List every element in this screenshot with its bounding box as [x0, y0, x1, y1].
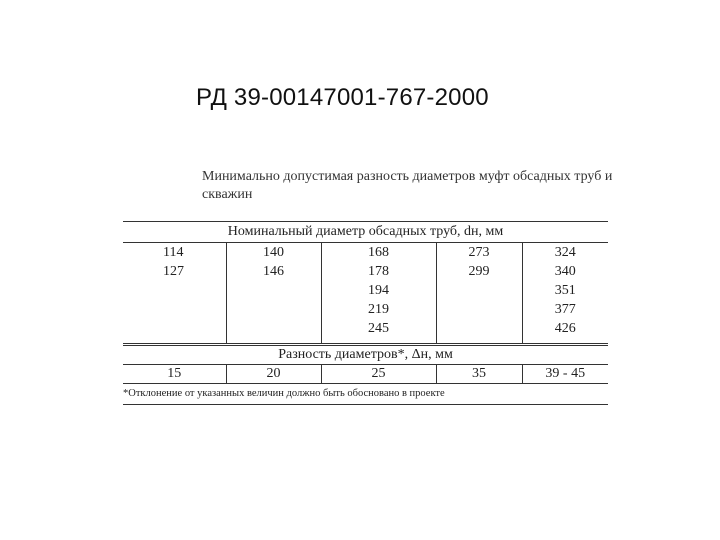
diameter-value: 127 [163, 264, 184, 279]
nominal-diameter-header: Номинальный диаметр обсадных труб, dн, мм [123, 222, 608, 243]
diameter-value: 114 [163, 245, 184, 260]
difference-header: Разность диаметров*, Δн, мм [123, 345, 608, 365]
diameter-column-1 [123, 243, 226, 345]
diameter-value: 245 [368, 321, 389, 336]
difference-value: 20 [226, 365, 321, 384]
diameter-column-4 [436, 243, 522, 345]
diameter-column-3 [321, 243, 436, 345]
diameter-value: 351 [554, 283, 576, 298]
diameter-value: 273 [468, 245, 490, 260]
diameter-value: 299 [468, 264, 490, 279]
diameter-value: 140 [263, 245, 284, 260]
diameter-value: 340 [554, 264, 576, 279]
footnote: *Отклонение от указанных величин должно быть обосновано в проекте [123, 384, 608, 405]
diameter-value: 377 [554, 302, 576, 317]
diameter-value: 426 [554, 321, 576, 336]
difference-value: 15 [123, 365, 226, 384]
diameter-table [123, 221, 608, 414]
diameter-value: 168 [368, 245, 389, 260]
difference-value: 39 - 45 [522, 365, 608, 384]
diameter-column-5 [522, 243, 608, 345]
difference-value: 25 [321, 365, 436, 384]
difference-value: 35 [436, 365, 522, 384]
diameter-column-2 [226, 243, 321, 345]
table-caption: Минимально допустимая разность диаметров муфт обсадных труб и скважин [202, 169, 613, 202]
slide-title: РД 39-00147001-767-2000 [196, 84, 489, 111]
diameter-value: 146 [263, 264, 284, 279]
diameter-value: 219 [368, 302, 389, 317]
diameter-value: 324 [554, 245, 576, 260]
diameter-value: 178 [368, 264, 389, 279]
diameter-value: 194 [368, 283, 389, 298]
